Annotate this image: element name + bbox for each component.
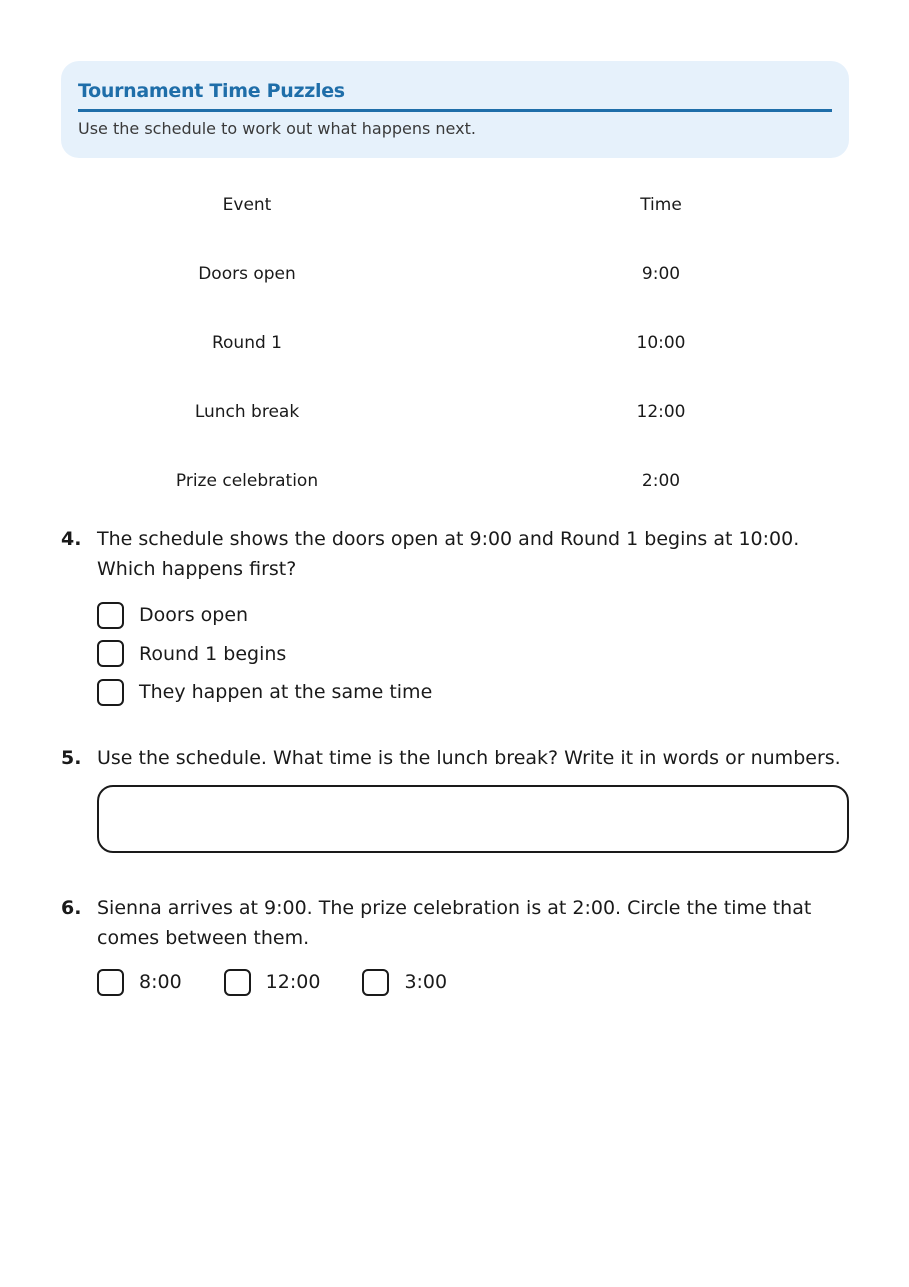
schedule-table [40,170,870,515]
answer-options [97,965,849,999]
schedule-time-cell: 12:00 [636,401,686,422]
table-row [40,446,870,515]
answer-option[interactable] [97,635,849,674]
answer-checkbox[interactable] [362,969,389,996]
schedule-header-time: Time [640,194,682,215]
schedule-event-cell: Round 1 [211,332,282,353]
worksheet-header [61,61,849,158]
answer-option-label: Round 1 begins [139,642,287,665]
question-4 [61,524,849,712]
answer-option-label: 12:00 [265,971,321,993]
schedule-time-cell: 9:00 [641,263,681,284]
answer-option[interactable] [97,596,849,635]
answer-checkbox[interactable] [97,679,124,706]
answer-option-label: 3:00 [404,971,448,993]
answer-option-label: 8:00 [139,971,182,993]
schedule-event-cell: Lunch break [194,401,300,422]
table-row [40,239,870,308]
schedule-time-cell: 10:00 [636,332,686,353]
answer-checkbox[interactable] [224,969,251,996]
answer-checkbox[interactable] [97,602,124,629]
table-row [40,308,870,377]
question-6 [61,893,849,999]
answer-checkbox[interactable] [97,640,124,667]
question-text: Sienna arrives at 9:00. The prize celebration is at 2:00. Circle the time that comes between them. [97,897,812,949]
table-row [40,377,870,446]
question-text: The schedule shows the doors open at 9:00 and Round 1 begins at 10:00. Which happens first? [97,528,800,580]
question-number: 5. [61,747,82,769]
schedule-event-cell: Doors open [198,263,296,284]
answer-option[interactable] [362,967,447,997]
answer-option[interactable] [97,673,849,712]
answer-option[interactable] [97,967,182,997]
worksheet-title: Tournament Time Puzzles [78,79,832,112]
question-number: 4. [61,528,82,550]
answer-option-label: Doors open [139,604,249,627]
schedule-header-event: Event [222,194,272,215]
answer-checkbox[interactable] [97,969,124,996]
answer-write-box[interactable] [97,785,849,853]
schedule-event-cell: Prize celebration [175,470,319,491]
schedule-time-cell: 2:00 [641,470,681,491]
answer-option-label: They happen at the same time [139,681,433,704]
answer-option[interactable] [224,967,321,997]
question-5 [61,743,849,853]
worksheet-subtitle: Use the schedule to work out what happens next. [78,119,476,138]
question-number: 6. [61,897,82,919]
answer-options [97,596,849,712]
schedule-header-row [40,170,870,239]
question-text: Use the schedule. What time is the lunch break? Write it in words or numbers. [97,747,841,769]
